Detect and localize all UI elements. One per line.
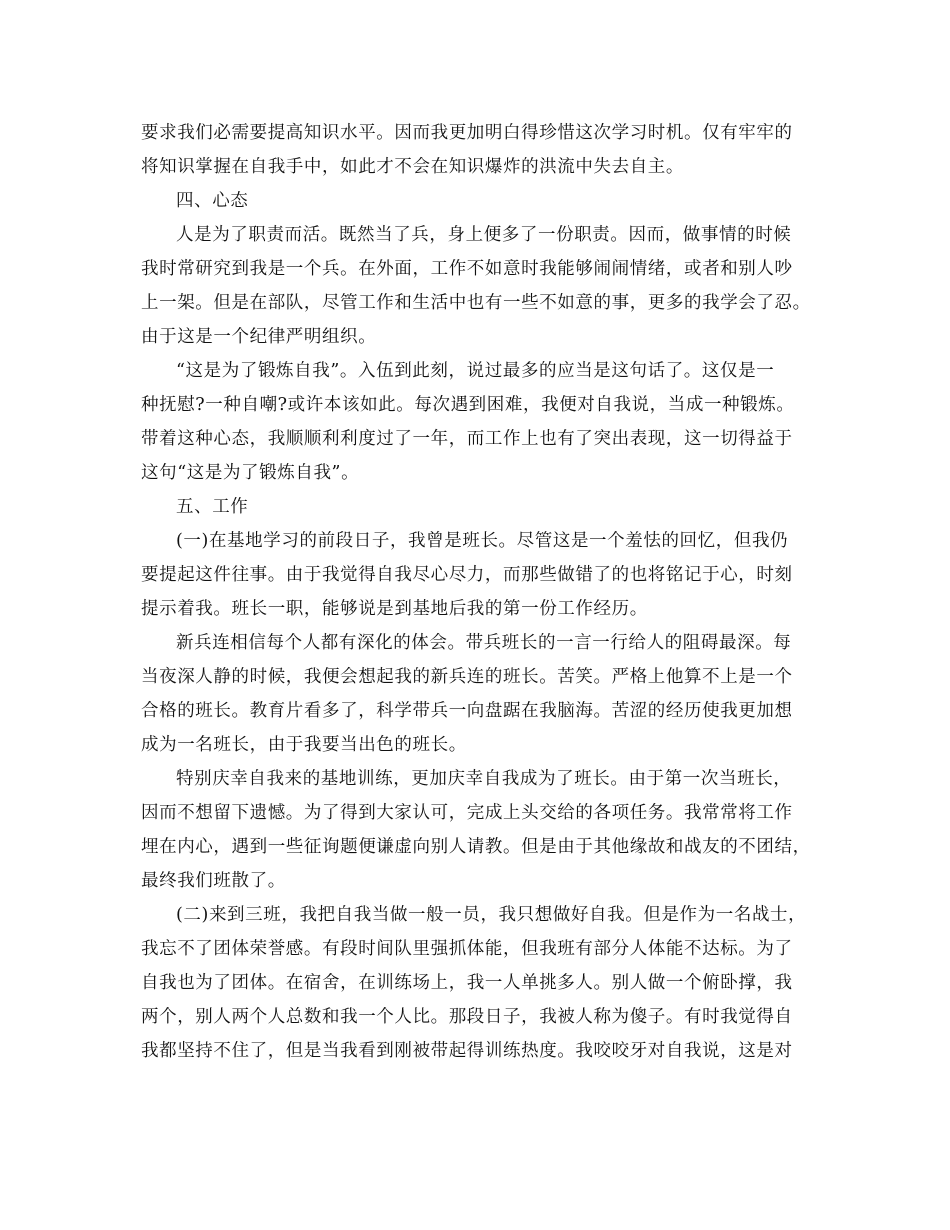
text-line: 五、工作 xyxy=(176,497,249,517)
text-line: 将知识掌握在自我手中，如此才不会在知识爆炸的洪流中失去自主。 xyxy=(141,157,684,177)
text-line: 我时常研究到我是一个兵。在外面，工作不如意时我能够闹闹情绪，或者和别人吵 xyxy=(141,259,793,279)
text-line: 因而不想留下遗憾。为了得到大家认可，完成上头交给的各项任务。我常常将工作 xyxy=(141,803,793,823)
text-line: 特别庆幸自我来的基地训练，更加庆幸自我成为了班长。由于第一次当班长， xyxy=(176,769,792,789)
document-body xyxy=(141,116,815,1068)
text-line: 成为一名班长，由于我要当出色的班长。 xyxy=(141,735,467,755)
text-line: 由于这是一个纪律严明组织。 xyxy=(141,327,377,347)
text-line: 要求我们必需要提高知识水平。因而我更加明白得珍惜这次学习时机。仅有牢牢的 xyxy=(141,123,793,143)
text-line: 人是为了职责而活。既然当了兵，身上便多了一份职责。因而，做事情的时候 xyxy=(176,225,792,245)
text-line: 两个，别人两个人总数和我一个人比。那段日子，我被人称为傻子。有时我觉得自 xyxy=(141,1007,793,1027)
text-line: 埋在内心，遇到一些征询题便谦虚向别人请教。但是由于其他缘故和战友的不团结， xyxy=(141,837,811,857)
text-line: 四、心态 xyxy=(176,191,249,211)
text-line: 我忘不了团体荣誉感。有段时间队里强抓体能，但我班有部分人体能不达标。为了 xyxy=(141,939,793,959)
text-line: 自我也为了团体。在宿舍，在训练场上，我一人单挑多人。别人做一个俯卧撑，我 xyxy=(141,973,793,993)
text-line: 这句“这是为了锻炼自我”。 xyxy=(141,463,360,483)
text-line: 带着这种心态，我顺顺利利度过了一年，而工作上也有了突出表现，这一切得益于 xyxy=(141,429,793,449)
text-line: 我都坚持不住了，但是当我看到刚被带起得训练热度。我咬咬牙对自我说，这是对 xyxy=(141,1041,793,1061)
text-line: 当夜深人静的时候，我便会想起我的新兵连的班长。苦笑。严格上他算不上是一个 xyxy=(141,667,793,687)
text-line: (一)在基地学习的前段日子，我曾是班长。尽管这是一个羞怯的回忆，但我仍 xyxy=(176,531,789,551)
text-line: 种抚慰?一种自嘲?或许本该如此。每次遇到困难，我便对自我说，当成一种锻炼。 xyxy=(141,395,795,415)
text-line: 最终我们班散了。 xyxy=(141,871,286,891)
text-line: (二)来到三班，我把自我当做一般一员，我只想做好自我。但是作为一名战士， xyxy=(176,905,807,925)
text-line: 要提起这件往事。由于我觉得自我尽心尽力，而那些做错了的也将铭记于心，时刻 xyxy=(141,565,793,585)
text-line: 合格的班长。教育片看多了，科学带兵一向盘踞在我脑海。苦涩的经历使我更加想 xyxy=(141,701,793,721)
text-line: “这是为了锻炼自我”。入伍到此刻，说过最多的应当是这句话了。这仅是一 xyxy=(176,361,775,381)
text-line: 新兵连相信每个人都有深化的体会。带兵班长的一言一行给人的阻碍最深。每 xyxy=(176,633,792,653)
text-line: 上一架。但是在部队，尽管工作和生活中也有一些不如意的事，更多的我学会了忍。 xyxy=(141,293,811,313)
text-line: 提示着我。班长一职，能够说是到基地后我的第一份工作经历。 xyxy=(141,599,648,619)
